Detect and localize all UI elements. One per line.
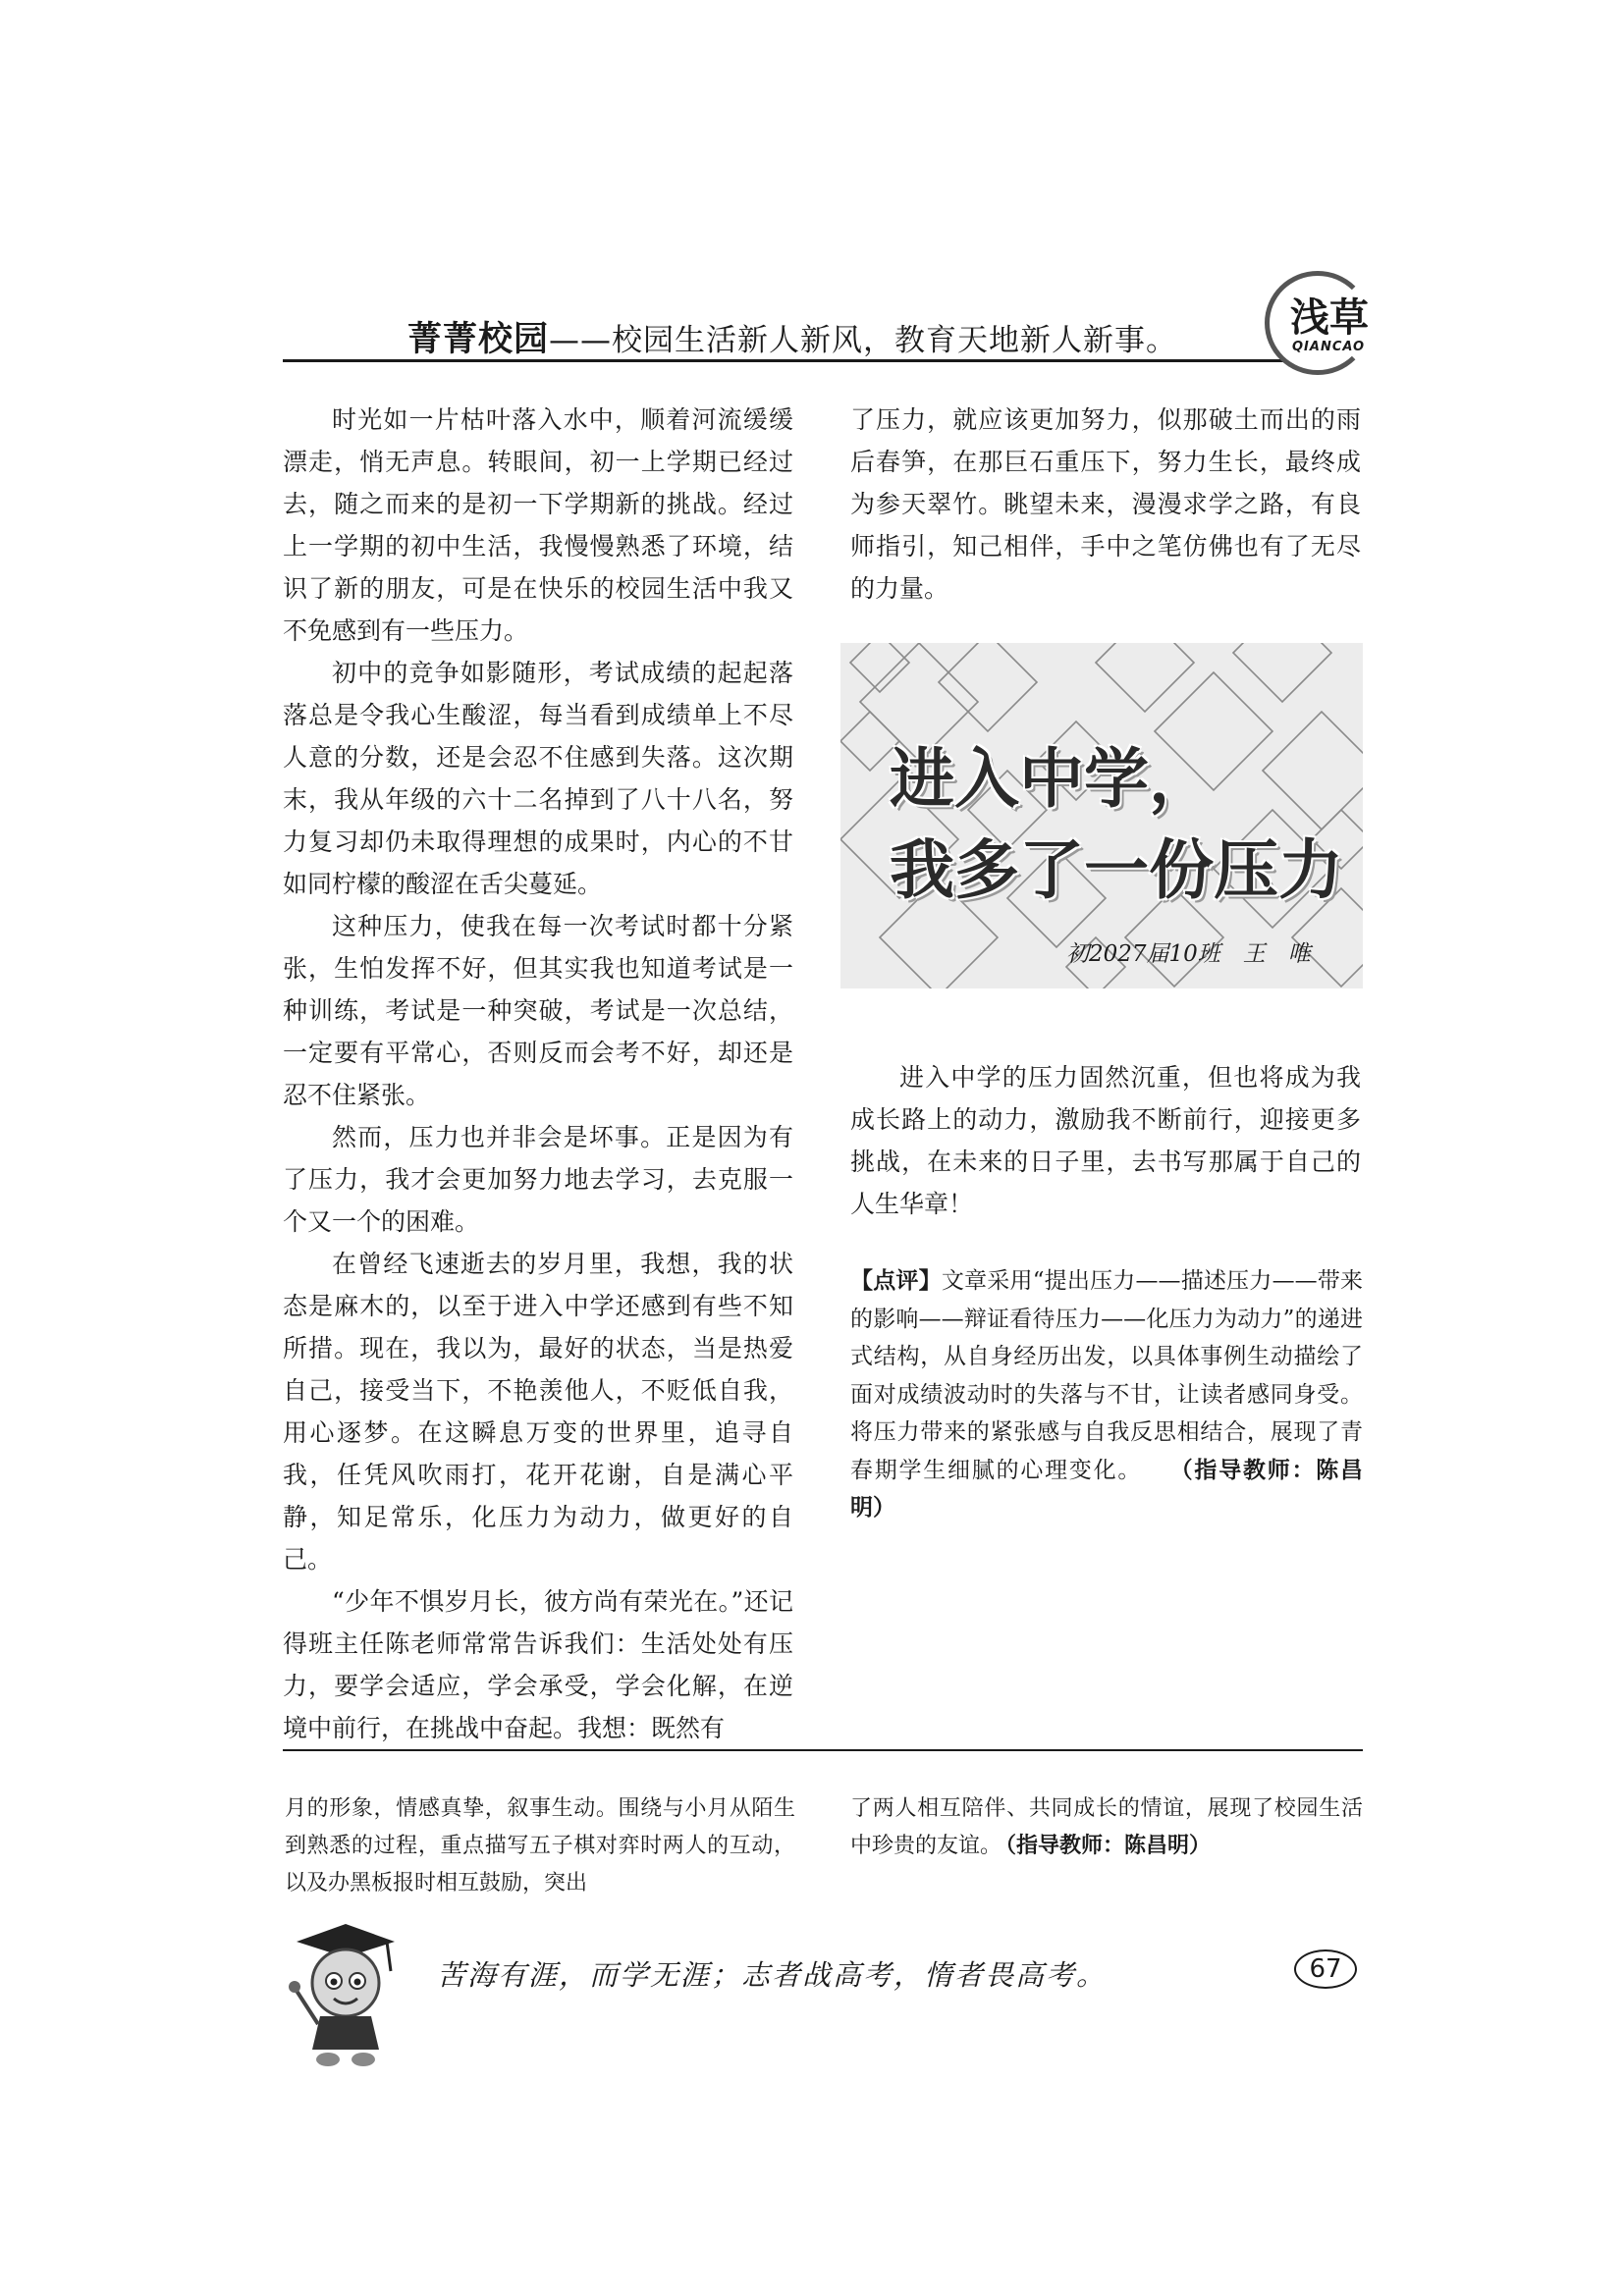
paragraph: 进入中学的压力固然沉重，但也将成为我成长路上的动力，激励我不断前行，迎接更多挑战，在未来的日子里，去书写那属于自己的人生华章！ bbox=[850, 1063, 1361, 1218]
right-column-lower bbox=[850, 1056, 1361, 1225]
logo-subtext: QIANCAO bbox=[1292, 340, 1366, 354]
comment-text: 文章采用“提出压力——描述压力——带来的影响——辩证看待压力——化压力为动力”的递进式结构，从自身经历出发，以具体事例生动描绘了面对成绩波动时的失落与不甘，让读者感同身受。将压力带来的紧张感与自我反思相结合，展现了青春期学生细腻的心理变化。 bbox=[850, 1268, 1364, 1483]
footer-motto: 苦海有涯，而学无涯；志者战高考，惰者畏高考。 bbox=[437, 1958, 1108, 1992]
paragraph: 然而，压力也并非会是坏事。正是因为有了压力，我才会更加努力地去学习，去克服一个又一个的困难。 bbox=[283, 1123, 793, 1236]
page-number: 67 bbox=[1294, 1949, 1357, 1989]
paragraph: 在曾经飞速逝去的岁月里，我想，我的状态是麻木的，以至于进入中学还感到有些不知所措。现在，我以为，最好的状态，当是热爱自己，接受当下，不艳羡他人，不贬低自我，用心逐梦。在这瞬息万变的世界里，追寻自我，任凭风吹雨打，花开花谢，自是满心平静，知足常乐，化压力为动力，做更好的自己。 bbox=[283, 1250, 793, 1574]
header-slogan: ——校园生活新人新风，教育天地新人新事。 bbox=[549, 323, 1178, 358]
article-title-line2: 我多了一份压力 bbox=[890, 832, 1343, 908]
right-column bbox=[850, 399, 1361, 610]
author-byline: 初2027届10班 王 唯 bbox=[1066, 941, 1311, 967]
teacher-credit: （指导教师：陈昌明） bbox=[850, 1457, 1364, 1521]
running-header bbox=[407, 312, 1177, 361]
paragraph: 这种压力，使我在每一次考试时都十分紧张，生怕发挥不好，但其实我也知道考试是一种训练，考试是一种突破，考试是一次总结，一定要有平常心，否则反而会考不好，却还是忍不住紧张。 bbox=[283, 912, 793, 1109]
paragraph: 初中的竞争如影随形，考试成绩的起起落落总是令我心生酸涩，每当看到成绩单上不尽人意的分数，还是会忍不住感到失落。这次期末，我从年级的六十二名掉到了八十八名，努力复习却仍未取得理想的成果时，内心的不甘如同柠檬的酸涩在舌尖蔓延。 bbox=[283, 659, 793, 898]
column-name: 菁菁校园 bbox=[407, 320, 550, 359]
magazine-logo bbox=[1265, 271, 1375, 379]
left-column bbox=[283, 399, 793, 1749]
editor-comment bbox=[850, 1262, 1363, 1527]
prev-comment-text: 了两人相互陪伴、共同成长的情谊，展现了校园生活中珍贵的友谊。 bbox=[850, 1796, 1363, 1858]
paragraph: 时光如一片枯叶落入水中，顺着河流缓缓漂走，悄无声息。转眼间，初一上学期已经过去，随之而来的是初一下学期新的挑战。经过上一学期的初中生活，我慢慢熟悉了环境，结识了新的朋友，可是在快乐的校园生活中我又不免感到有一些压力。 bbox=[283, 405, 793, 645]
comment-tag: 【点评】 bbox=[850, 1268, 942, 1294]
paragraph: “少年不惧岁月长，彼方尚有荣光在。”还记得班主任陈老师常常告诉我们：生活处处有压力，要学会适应，学会承受，学会化解，在逆境中前行，在挑战中奋起。我想：既然有 bbox=[283, 1587, 793, 1742]
section-divider bbox=[283, 1749, 1363, 1751]
paragraph: 了压力，就应该更加努力，似那破土而出的雨后春笋，在那巨石重压下，努力生长，最终成为参天翠竹。眺望未来，漫漫求学之路，有良师指引，知己相伴，手中之笔仿佛也有了无尽的力量。 bbox=[850, 405, 1361, 603]
article-title-box bbox=[840, 643, 1363, 988]
header-rule bbox=[283, 359, 1284, 362]
prev-comment-continuation-right bbox=[850, 1790, 1363, 1865]
article-title-line1: 进入中学， bbox=[890, 741, 1214, 817]
prev-comment-continuation-left: 月的形象，情感真挚，叙事生动。围绕与小月从陌生到熟悉的过程，重点描写五子棋对弈时两人的互动，以及办黑板报时相互鼓励，突出 bbox=[285, 1796, 795, 1896]
logo-text: 浅草 bbox=[1290, 295, 1369, 341]
teacher-credit: （指导教师：陈昌明） bbox=[1005, 1834, 1212, 1858]
graduate-mascot-icon bbox=[277, 1902, 405, 2069]
